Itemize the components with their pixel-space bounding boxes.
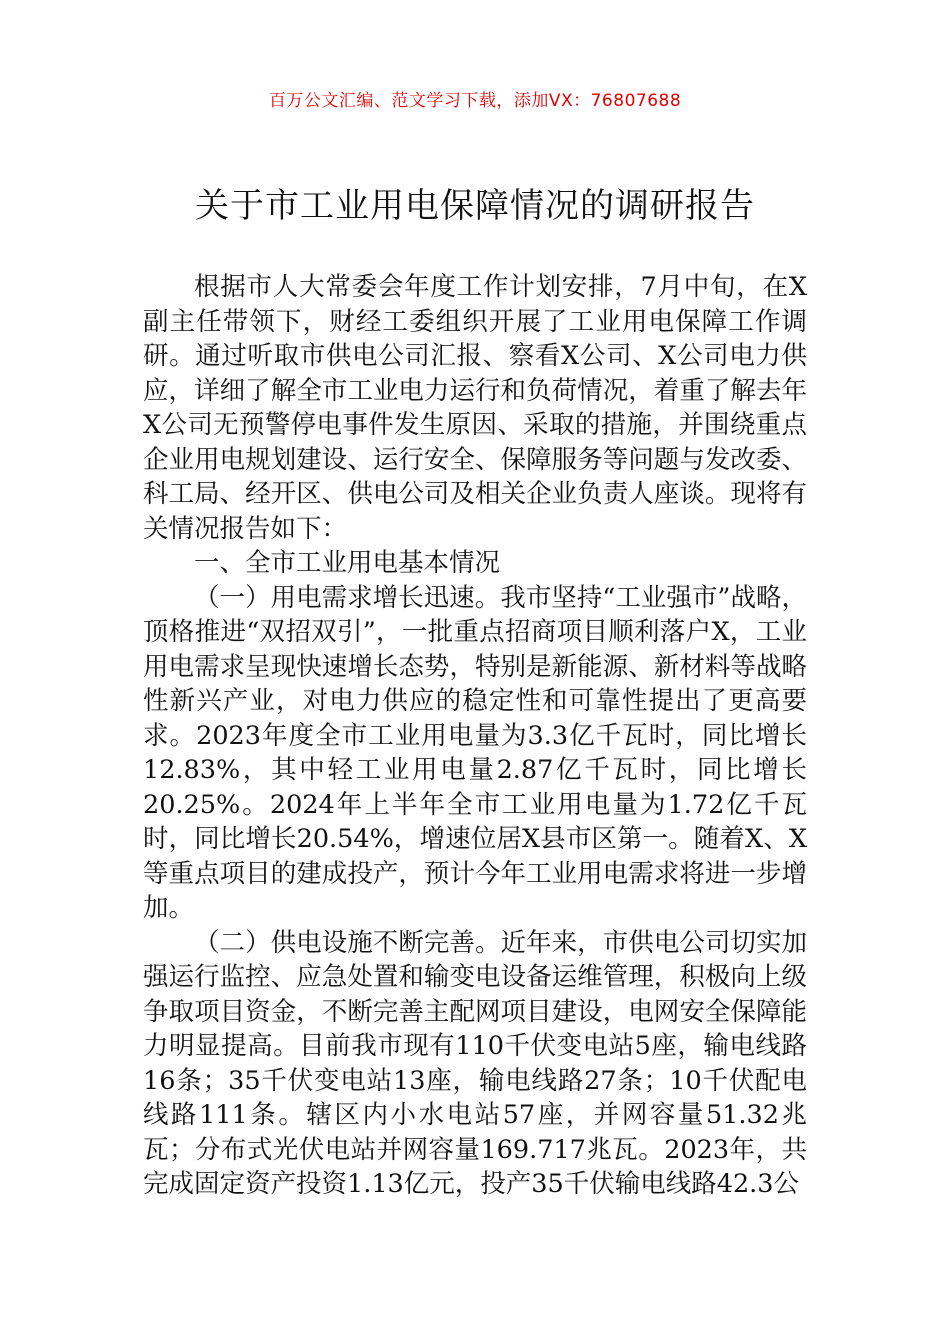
watermark-text: 百万公文汇编、范文学习下载，添加VX：76807688	[268, 91, 682, 111]
paragraph: （一）用电需求增长迅速。我市坚持“工业强市”战略，顶格推进“双招双引”，一批重点招商项目顺利落户X，工业用电需求呈现快速增长态势，特别是新能源、新材料等战略性新兴产业，对电力供应的稳定性和可靠性提出了更高要求。2023年度全市工业用电量为3.3亿千瓦时，同比增长12.83%，其中轻工业用电量2.87亿千瓦时，同比增长20.25%。2024年上半年全市工业用电量为1.72亿千瓦时，同比增长20.54%，增速位居X县市区第一。随着X、X等重点项目的建成投产，预计今年工业用电需求将进一步增加。	[143, 582, 807, 923]
section-heading: 一、全市工业用电基本情况	[194, 548, 501, 578]
page-title: 关于市工业用电保障情况的调研报告	[195, 186, 755, 226]
document-body	[143, 270, 807, 1202]
paragraph: （二）供电设施不断完善。近年来，市供电公司切实加强运行监控、应急处置和输变电设备运维管理，积极向上级争取项目资金，不断完善主配网项目建设，电网安全保障能力明显提高。目前我市现有110千伏变电站5座，输电线路16条；35千伏变电站13座，输电线路27条；10千伏配电线路111条。辖区内小水电站57座，并网容量51.32兆瓦；分布式光伏电站并网容量169.717兆瓦。2023年，共完成固定资产投资1.13亿元，投产35千伏输电线路42.3公	[143, 927, 807, 1199]
paragraph: 根据市人大常委会年度工作计划安排，7月中旬，在X副主任带领下，财经工委组织开展了工业用电保障工作调研。通过听取市供电公司汇报、察看X公司、X公司电力供应，详细了解全市工业电力运行和负荷情况，着重了解去年X公司无预警停电事件发生原因、采取的措施，并围绕重点企业用电规划建设、运行安全、保障服务等问题与发改委、科工局、经开区、供电公司及相关企业负责人座谈。现将有关情况报告如下：	[143, 272, 807, 544]
